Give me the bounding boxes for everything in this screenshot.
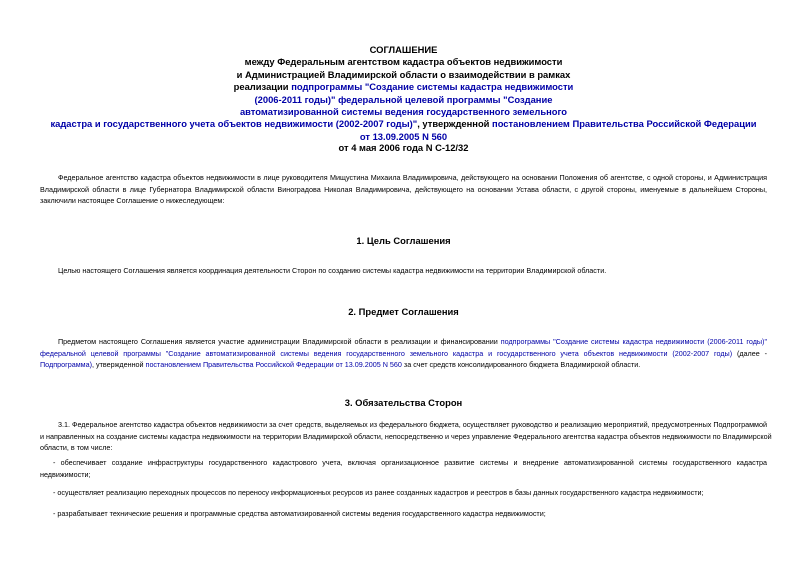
title-line-4-prefix: реализации — [233, 81, 292, 93]
section-2-heading: 2. Предмет Соглашения — [348, 306, 459, 317]
section-2-line-1 — [40, 336, 767, 348]
section-2-subprogram-abbr-link[interactable]: Подпрограмма) — [40, 360, 92, 370]
section-3-paragraph-3-1 — [40, 419, 772, 454]
resolution-link[interactable]: постановлением Правительства Российской Федерации — [492, 118, 757, 130]
section-3-1-line-3: области, в том числе: — [40, 443, 113, 453]
title-line-3: и Администрацией Владимирской области о взаимодействии в рамках — [236, 68, 571, 80]
subprogram-link[interactable]: подпрограммы "Создание системы кадастра недвижимости — [291, 81, 574, 93]
section-2-line-2-text: (далее - — [732, 348, 767, 358]
title-line-4 — [40, 81, 767, 93]
section-3-1-line-2: и направленных на создание системы кадастра недвижимости на территории Владимирской области, непосредственно и через управление Федерального агентства кадастра объектов недвижимости по Владимирской — [40, 431, 772, 441]
bullet-1-line-2: недвижимости; — [40, 469, 91, 479]
section-2-line-3 — [40, 359, 767, 371]
section-2-line-2 — [40, 348, 767, 360]
section-2-paragraph — [40, 336, 767, 371]
intro-paragraph — [40, 172, 767, 207]
section-3-bullet-2 — [40, 487, 767, 499]
section-2-line-3-text-2: за счет средств консолидированного бюджета Владимирской области. — [401, 360, 641, 370]
subprogram-link-cont-1[interactable]: (2006-2011 годы)" федеральной целевой программы "Создание — [254, 93, 553, 105]
title-heading: СОГЛАШЕНИЕ — [369, 44, 438, 55]
intro-line-2: Владимирской области в лице Губернатора Владимирской области Виноградова Николая Владимировича, действующего на основании Устава области, с другой стороны, именуемые в дальнейшем Стороны, — [40, 184, 767, 194]
section-3-bullet-1 — [40, 457, 767, 480]
title-line-7 — [40, 118, 767, 130]
section-2-subprogram-link[interactable]: подпрограммы "Создание системы кадастра недвижимости (2006-2011 годы)" — [500, 337, 767, 346]
document-title — [40, 44, 767, 143]
section-3-1-line-1: 3.1. Федеральное агентство кадастра объектов недвижимости за счет средств, выделяемых из федерального бюджета, осуществляет руководство и реализацию мероприятий, предусмотренных Подпрограммой — [58, 420, 767, 429]
section-3-heading: 3. Обязательства Сторон — [344, 397, 463, 408]
section-2-program-link[interactable]: федеральной целевой программы "Создание автоматизированной системы ведения государственного земельного кадастра и государственного учета объектов недвижимости (2002-2007 годы) — [40, 348, 733, 358]
bullet-1-line-1: - обеспечивает создание инфраструктуры государственного кадастрового учета, включая организационное развитие системы и внедрение автоматизированной системы государственного кадастра — [53, 458, 767, 467]
section-3-bullet-3 — [40, 508, 767, 520]
section-1-paragraph — [40, 265, 767, 277]
section-1-text: Целью настоящего Соглашения является координация деятельности Сторон по созданию системы кадастра недвижимости на территории Владимирской области. — [58, 266, 607, 275]
resolution-link-date[interactable]: от 13.09.2005 N 560 — [359, 130, 448, 142]
section-1-heading: 1. Цель Соглашения — [356, 235, 451, 246]
subprogram-link-cont-2[interactable]: автоматизированной системы ведения государственного земельного — [239, 106, 568, 118]
bullet-3-text: - разрабатывает технические решения и программные средства автоматизированной системы ведения государственного кадастра недвижимости; — [53, 509, 546, 518]
bullet-2-text: - осуществляет реализацию переходных процессов по переносу информационных ресурсов из ранее созданных кадастров и реестров в базы данных государственного кадастра недвижимости; — [53, 488, 704, 497]
title-line-2: между Федеральным агентством кадастра объектов недвижимости — [244, 56, 563, 68]
subprogram-link-cont-3[interactable]: кадастра и государственного учета объектов недвижимости (2002-2007 годы)" — [50, 118, 418, 130]
section-2-line-3-text-1: , утвержденной — [91, 360, 146, 370]
section-2-line-1-text: Предметом настоящего Соглашения является участие администрации Владимирской области в реализации и финансировании — [58, 337, 501, 346]
intro-line-3: заключили настоящее Соглашение о нижеследующем: — [40, 196, 225, 206]
section-2-resolution-link[interactable]: постановлением Правительства Российской Федерации от 13.09.2005 N 560 — [145, 360, 402, 370]
title-line-7-mid: , утвержденной — [417, 118, 493, 130]
intro-line-1: Федеральное агентство кадастра объектов недвижимости в лице руководителя Мищустина Михаила Владимировича, действующего на основании Положения об агентстве, с одной стороны, и Администрация — [58, 173, 767, 182]
document-date: от 4 мая 2006 года N С-12/32 — [338, 142, 469, 153]
